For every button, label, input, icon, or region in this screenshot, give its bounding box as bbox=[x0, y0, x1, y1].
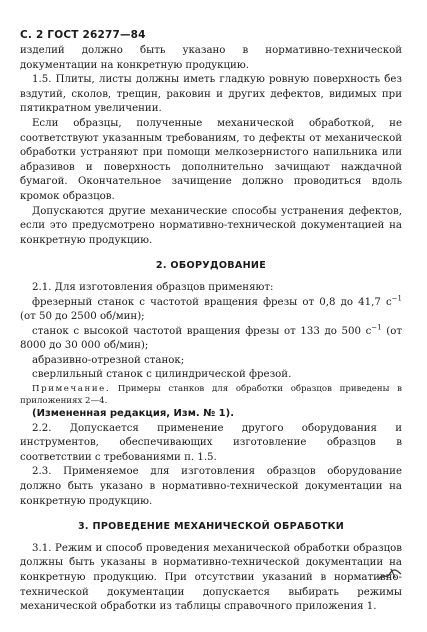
note-text: Примеры станков для обработки образцов приведены в приложениях 2—4. bbox=[20, 384, 402, 407]
intro-paragraph-4: Допускаются другие механические способы устранения дефектов, если это предусмотрено нормативно-технической документацией на конкретную продукцию. bbox=[20, 205, 402, 246]
section-2-heading: 2. ОБОРУДОВАНИЕ bbox=[155, 260, 267, 272]
equipment-item-high-speed: станок с высокой частотой вращения фрезы от 133 до 500 $с^{-1}$ (от 8000 до 30 000 об/мин); bbox=[20, 323, 402, 352]
document-body bbox=[20, 44, 402, 615]
note-label: Примечание. bbox=[32, 384, 111, 395]
intro-paragraph-3: Если образцы, полученные механической обработкой, не соответствуют указанным требованиям, то дефекты от механической обработки устраняют при помощи мелкозернистого напильника или абразивов и поверхность дополнительно зачищают наждачной бумагой. Окончательное зачищение должно проводиться вдоль кромок образцов. bbox=[20, 117, 402, 202]
intro-paragraph-1: изделий должно быть указано в нормативно-технической документации на конкретную продукцию. bbox=[20, 45, 402, 71]
clause-2-1: 2.1. Для изготовления образцов применяют: bbox=[32, 281, 274, 293]
clause-3-1: 3.1. Режим и способ проведения механической обработки образцов должны быть указаны в нормативно-технической документации на конкретную продукцию. При отсутствии указаний в нормативно-технической документации допускается выбирать режимы механической обработки из таблицы справочного приложения 1. bbox=[20, 542, 402, 613]
page-header: С. 2 ГОСТ 26277—84 bbox=[20, 29, 146, 41]
section-3-heading: 3. ПРОВЕДЕНИЕ МЕХАНИЧЕСКОЙ ОБРАБОТКИ bbox=[77, 521, 345, 533]
equipment-item-milling: фрезерный станок с частотой вращения фрезы от 0,8 до 41,7 $с^{-1}$ (от 50 до 2500 об/мин); bbox=[20, 294, 402, 323]
clause-2-3: 2.3. Применяемое для изготовления образцов оборудование должно быть указано в нормативно-технической документации на конкретную продукцию. bbox=[20, 466, 402, 507]
edition-note: (Измененная редакция, Изм. № 1). bbox=[32, 408, 235, 420]
note bbox=[20, 383, 402, 407]
clause-1-5: 1.5. Плиты, листы должны иметь гладкую ровную поверхность без вздутий, сколов, трещин, раковин и других дефектов, видимых при пятикратном увеличении. bbox=[20, 74, 402, 115]
clause-2-2: 2.2. Допускается применение другого оборудования и инструментов, обеспечивающих изготовление образцов в соответствии с требованиями п. 1.5. bbox=[20, 422, 402, 463]
equipment-item-drilling: сверлильный станок с цилиндрической фрезой. bbox=[32, 369, 292, 381]
equipment-item-abrasive: абразивно-отрезной станок; bbox=[32, 354, 185, 366]
